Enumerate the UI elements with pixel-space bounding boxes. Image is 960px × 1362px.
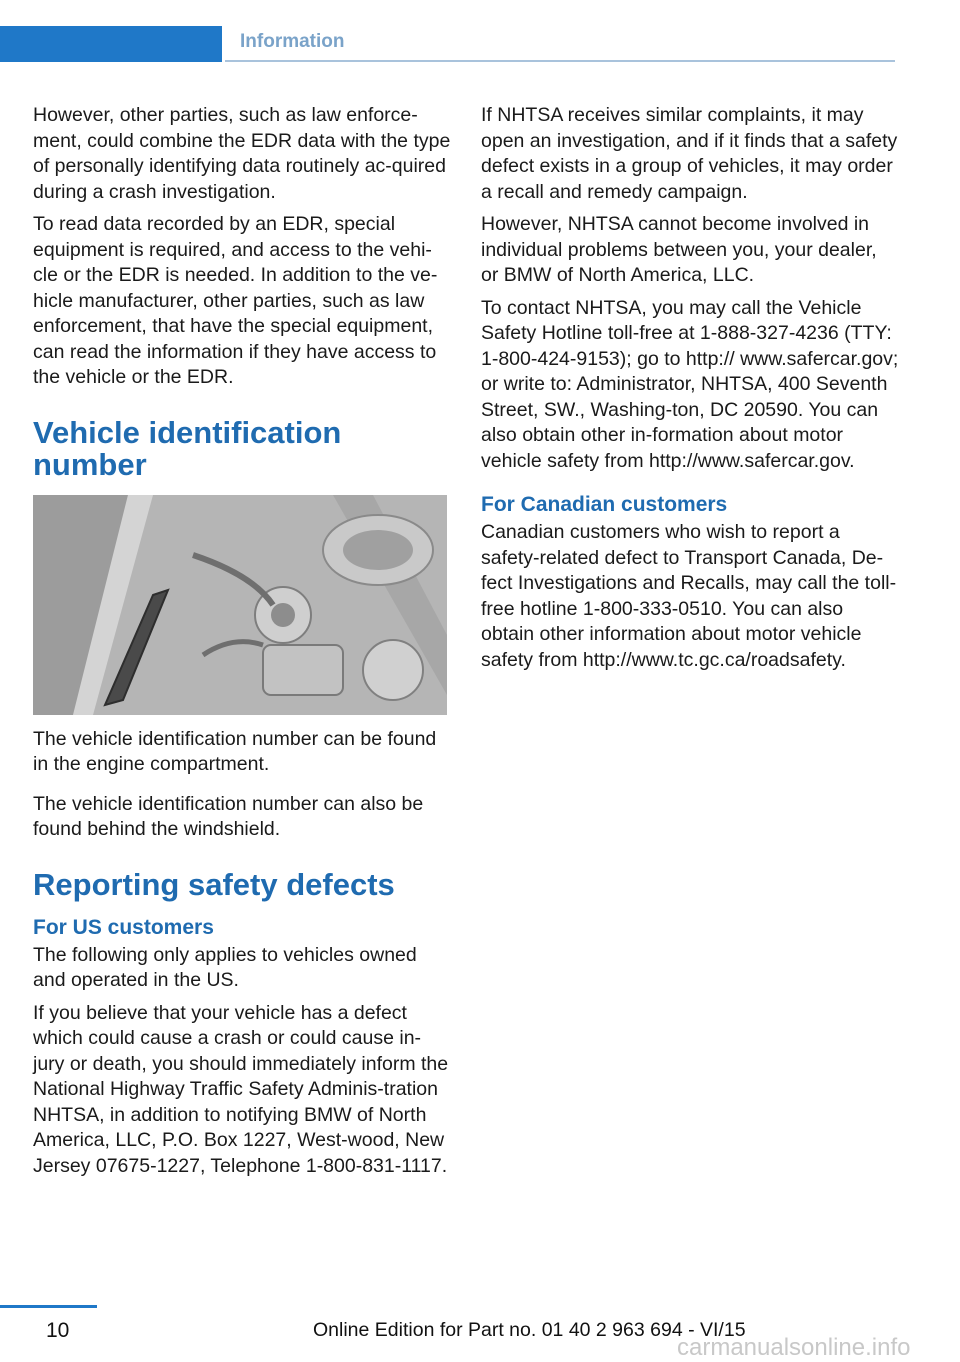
heading-defects: Reporting safety defects [33, 866, 395, 902]
header-accent-bar [0, 26, 222, 62]
left-column [33, 103, 451, 1186]
paragraph: If you believe that your vehicle has a defect which could cause a crash or could cause in-jury or death, you should immediately inform the National Highway Traffic Safety Adminis-tration NHTSA, in addition to notifying BMW of North America, LLC, P.O. Box 1227, West-wood, New Jersey 07675-1227, Telephone 1-800-831-1117. [33, 1001, 449, 1177]
heading-vin: Vehicle identification number [33, 414, 342, 482]
section-title: Information [240, 31, 345, 52]
paragraph: The vehicle identification number can be found in the engine compartment. [33, 727, 437, 775]
watermark: carmanualsonline.info [677, 1334, 911, 1361]
edition-info: Online Edition for Part no. 01 40 2 963 694 - VI/15 [313, 1319, 746, 1341]
paragraph: To read data recorded by an EDR, special equipment is required, and access to the vehi-cle or the EDR is needed. In addition to the ve-hicle manufacturer, other parties, such as law enforcement, that have the special equipment, can read the information if they have access to the vehicle or the EDR. [33, 213, 438, 388]
right-column [481, 103, 899, 680]
paragraph: The following only applies to vehicles owned and operated in the US. [33, 943, 417, 991]
paragraph: To contact NHTSA, you may call the Vehicle Safety Hotline toll-free at 1-888-327-4236 (TTY: 1-800-424-9153); go to http:// www.safercar.gov; or write to: Administrator, NHTSA, 400 Seventh Street, SW., Washing-ton, DC 20590. You can also obtain other in-formation about motor vehicle safety from http://www.safercar.gov. [481, 296, 899, 472]
engine-illustration [33, 495, 447, 715]
heading-us-customers: For US customers [33, 915, 214, 939]
paragraph: However, NHTSA cannot become involved in individual problems between you, your dealer, or BMW of North America, LLC. [481, 213, 877, 286]
paragraph: Canadian customers who wish to report a safety-related defect to Transport Canada, De-fect Investigations and Recalls, may call the toll-free hotline 1-800-333-0510. You can also obtain other information about motor vehicle safety from http://www.tc.gc.ca/roadsafety. [481, 521, 897, 671]
paragraph: If NHTSA receives similar complaints, it may open an investigation, and if it finds that a safety defect exists in a group of vehicles, it may order a recall and remedy campaign. [481, 104, 898, 203]
page-number: 10 [46, 1319, 70, 1342]
header-divider [225, 60, 895, 62]
footer-accent-line [0, 1305, 97, 1308]
engine-compartment-image [33, 495, 447, 715]
paragraph: The vehicle identification number can also be found behind the windshield. [33, 792, 424, 840]
heading-canadian-customers: For Canadian customers [481, 493, 728, 516]
paragraph: However, other parties, such as law enforce-ment, could combine the EDR data with the type of personally identifying data routinely ac-quired during a crash investigation. [33, 104, 451, 203]
